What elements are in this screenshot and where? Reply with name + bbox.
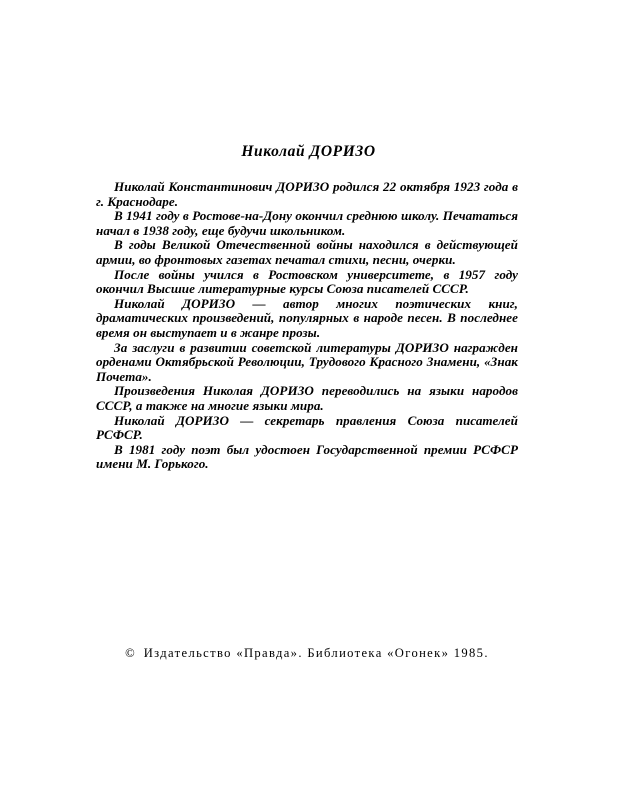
paragraph: В 1941 году в Ростове-на-Дону окончил среднюю школу. Печататься начал в 1938 году, еще будучи школьником. <box>96 208 518 238</box>
paragraph: В годы Великой Отечественной войны находился в действующей армии, во фронтовых газетах печатал стихи, песни, очерки. <box>96 237 518 267</box>
page-title: Николай ДОРИЗО <box>241 143 376 161</box>
copyright-icon: © <box>125 646 135 660</box>
paragraph: После войны учился в Ростовском университете, в 1957 году окончил Высшие литературные курсы Союза писателей СССР. <box>96 266 518 297</box>
paragraph: В 1981 году поэт был удостоен Государственной премии РСФСР имени М. Горького. <box>96 441 518 472</box>
copyright-notice <box>96 645 518 661</box>
paragraph: Николай Константинович ДОРИЗО родился 22 октября 1923 года в г. Краснодаре. <box>96 179 518 209</box>
paragraph: Николай ДОРИЗО — секретарь правления Союза писателей РСФСР. <box>96 412 518 443</box>
paragraph: За заслуги в развитии советской литературы ДОРИЗО награжден орденами Октябрьской Революции, Трудового Красного Знамени, «Знак Почета». <box>96 339 518 384</box>
copyright-text: Издательство «Правда». Библиотека «Огонек» 1985. <box>143 646 489 660</box>
paragraph: Николай ДОРИЗО — автор многих поэтических книг, драматических произведений, популярных в народе песен. В последнее время он выступает и в жанре прозы. <box>96 295 518 340</box>
paragraph: Произведения Николая ДОРИЗО переводились на языки народов СССР, а также на многие языки мира. <box>96 383 518 413</box>
biography-body <box>96 180 518 472</box>
